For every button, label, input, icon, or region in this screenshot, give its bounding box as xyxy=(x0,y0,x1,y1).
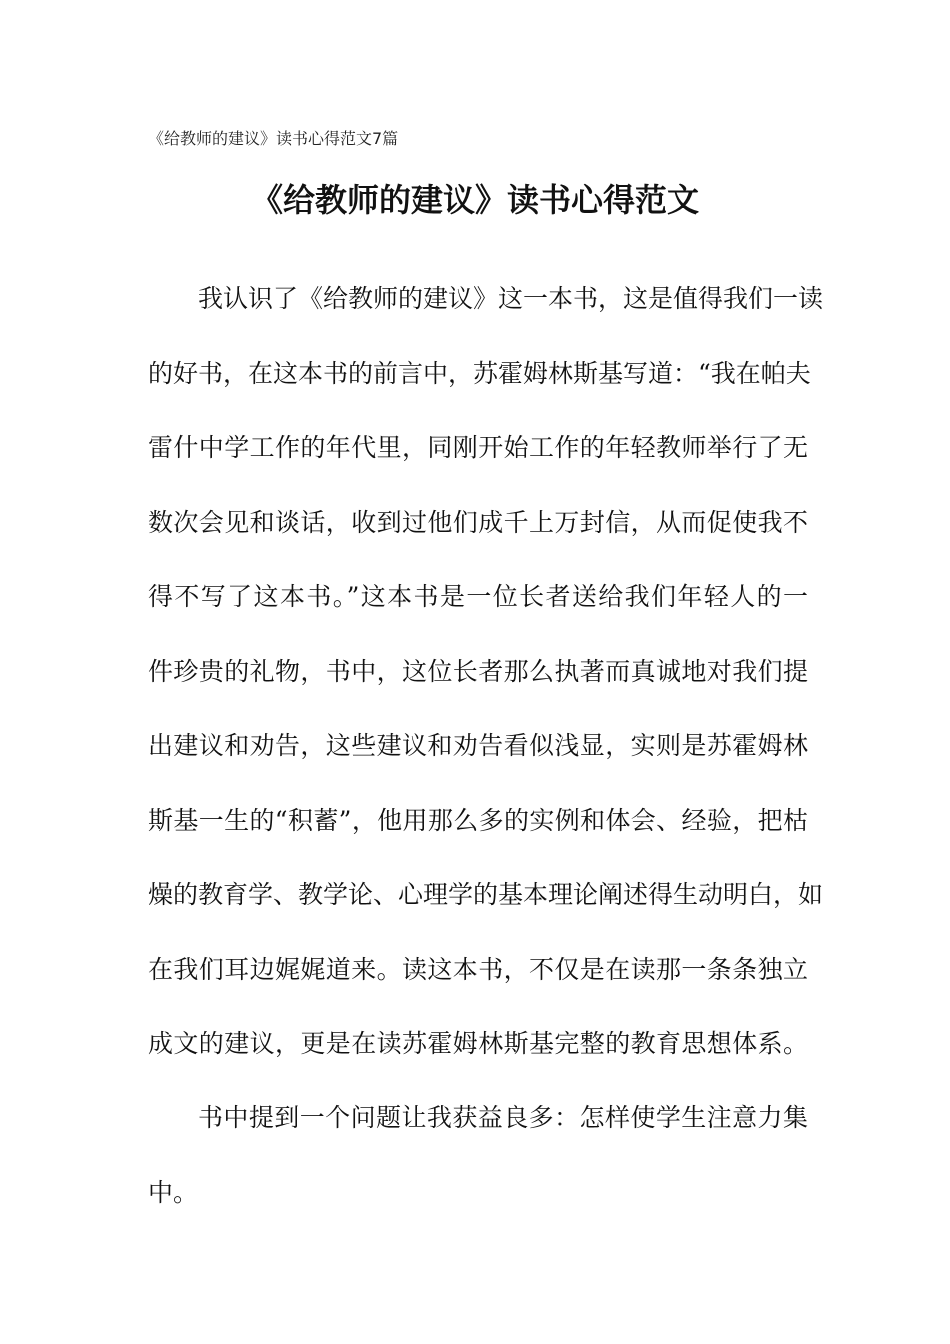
paragraph-line: 件珍贵的礼物，书中，这位长者那么执著而真诚地对我们提 xyxy=(148,656,808,686)
paragraph-1 xyxy=(148,262,824,1082)
paragraph-line: 我认识了《给教师的建议》这一本书，这是值得我们一读 xyxy=(198,284,824,313)
paragraph-line: 中。 xyxy=(148,1177,199,1207)
paragraph-line: 得不写了这本书。”这本书是一位长者送给我们年轻人的一 xyxy=(148,582,808,611)
paragraph-line: 成文的建议，更是在读苏霍姆林斯基完整的教育思想体系。 xyxy=(148,1029,808,1058)
paragraph-line: 的好书，在这本书的前言中，苏霍姆林斯基写道：“我在帕夫 xyxy=(148,358,811,388)
paragraph-line: 数次会见和谈话，收到过他们成千上万封信，从而促使我不 xyxy=(148,507,808,537)
paragraph-line: 斯基一生的“积蓄”，他用那么多的实例和体会、经验，把枯 xyxy=(148,805,808,835)
paragraph-line: 雷什中学工作的年代里，同刚开始工作的年轻教师举行了无 xyxy=(148,433,808,462)
paragraph-line: 书中提到一个问题让我获益良多：怎样使学生注意力集 xyxy=(198,1103,808,1132)
paragraph-line: 在我们耳边娓娓道来。读这本书，不仅是在读那一条条独立 xyxy=(148,954,808,984)
paragraph-line: 燥的教育学、教学论、心理学的基本理论阐述得生动明白，如 xyxy=(148,880,824,909)
paragraph-line: 出建议和劝告，这些建议和劝告看似浅显，实则是苏霍姆林 xyxy=(148,731,808,760)
document-title: 《给教师的建议》读书心得范文 xyxy=(250,181,699,219)
paragraph-2 xyxy=(148,1081,808,1230)
document-header-note: 《给教师的建议》读书心得范文7篇 xyxy=(148,129,399,148)
